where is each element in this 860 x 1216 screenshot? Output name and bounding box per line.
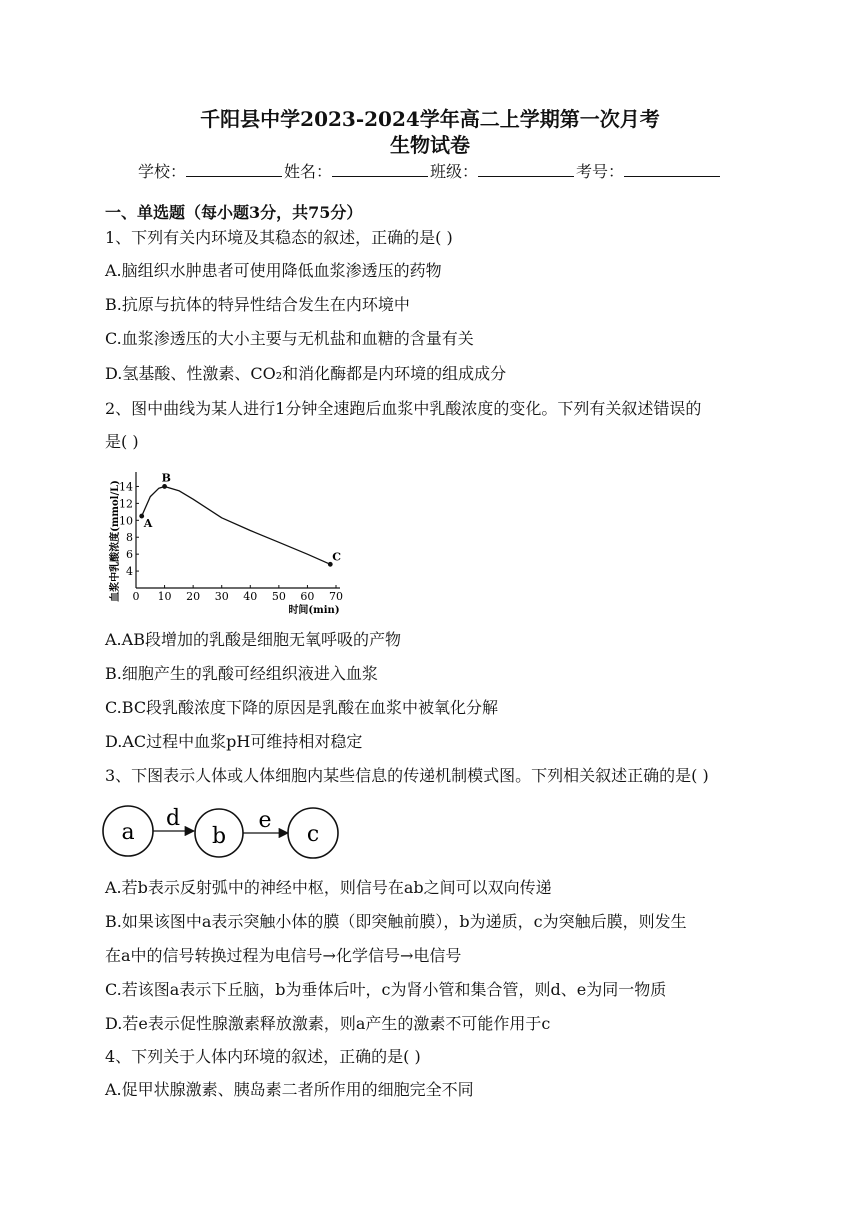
y-tick-label: 6 xyxy=(126,548,133,562)
question-1-option-a: A.脑组织水肿患者可使用降低血浆渗透压的药物 xyxy=(105,261,442,280)
question-3-option-c: C.若该图a表示下丘脑，b为垂体后叶，c为肾小管和集合管，则d、e为同一物质 xyxy=(105,980,667,999)
section-heading: 一、单选题（每小题3分，共75分） xyxy=(105,203,363,222)
question-1-stem: 1、下列有关内环境及其稳态的叙述，正确的是( ) xyxy=(105,228,453,247)
node-b-label: b xyxy=(211,824,227,849)
question-2-option-d: D.AC过程中血浆pH可维持相对稳定 xyxy=(105,732,363,751)
edge-d-label: d xyxy=(165,806,181,831)
edge-e-label: e xyxy=(258,808,272,833)
question-2-option-a: A.AB段增加的乳酸是细胞无氧呼吸的产物 xyxy=(105,630,401,649)
lactate-chart xyxy=(100,468,360,620)
question-3-option-d: D.若e表示促性腺激素释放激素，则a产生的激素不可能作用于c xyxy=(105,1014,551,1033)
school-label: 学校： xyxy=(138,162,187,181)
question-3-option-a: A.若b表示反射弧中的神经中枢，则信号在ab之间可以双向传递 xyxy=(105,878,552,897)
point-label-a: A xyxy=(143,517,153,531)
exam-subtitle: 生物试卷 xyxy=(390,133,470,157)
question-2-option-b: B.细胞产生的乳酸可经组织液进入血浆 xyxy=(105,664,378,683)
x-tick-label: 60 xyxy=(300,590,315,603)
x-axis-label: 时间(min) xyxy=(288,605,340,616)
x-tick-label: 0 xyxy=(132,590,140,603)
signal-transfer-diagram xyxy=(100,798,350,866)
question-4-stem: 4、下列关于人体内环境的叙述，正确的是( ) xyxy=(105,1047,421,1066)
point-label-c: C xyxy=(332,550,342,564)
x-tick-label: 10 xyxy=(157,590,172,603)
x-tick-label: 50 xyxy=(271,590,286,603)
question-1-option-b: B.抗原与抗体的特异性结合发生在内环境中 xyxy=(105,295,410,314)
question-3-stem: 3、下图表示人体或人体细胞内某些信息的传递机制模式图。下列相关叙述正确的是( ) xyxy=(105,766,709,785)
node-c-label: c xyxy=(306,822,320,847)
student-info-row xyxy=(138,161,722,183)
lactate-curve xyxy=(142,487,331,565)
x-tick-label: 70 xyxy=(329,590,343,603)
question-1-option-d: D.氢基酸、性激素、CO₂和消化酶都是内环境的组成成分 xyxy=(105,364,507,383)
question-2-stem-line2: 是( ) xyxy=(105,432,139,451)
point-label-b: B xyxy=(161,471,171,485)
y-tick-label: 10 xyxy=(119,514,133,528)
exam-number-blank[interactable] xyxy=(624,162,720,177)
question-3-option-b: B.如果该图中a表示突触小体的膜（即突触前膜），b为递质，c为突触后膜，则发生 xyxy=(105,912,687,931)
point-b xyxy=(162,484,167,489)
question-3-option-b-cont: 在a中的信号转换过程为电信号→化学信号→电信号 xyxy=(105,946,462,965)
exam-title: 千阳县中学2023-2024学年高二上学期第一次月考 xyxy=(200,107,660,131)
question-4-option-a: A.促甲状腺激素、胰岛素二者所作用的细胞完全不同 xyxy=(105,1080,474,1099)
node-a-label: a xyxy=(121,820,135,845)
x-tick-label: 30 xyxy=(214,590,229,603)
y-tick-label: 14 xyxy=(119,480,133,494)
class-label: 班级： xyxy=(430,162,479,181)
y-tick-label: 4 xyxy=(126,565,133,579)
name-label: 姓名： xyxy=(284,162,333,181)
y-tick-label: 12 xyxy=(119,497,133,511)
name-blank[interactable] xyxy=(332,162,428,177)
exam-number-label: 考号： xyxy=(576,162,625,181)
school-blank[interactable] xyxy=(186,162,282,177)
x-tick-label: 20 xyxy=(186,590,201,603)
y-axis-label: 血浆中乳酸浓度(mmol/L) xyxy=(110,480,121,602)
question-1-option-c: C.血浆渗透压的大小主要与无机盐和血糖的含量有关 xyxy=(105,329,474,348)
question-2-option-c: C.BC段乳酸浓度下降的原因是乳酸在血浆中被氧化分解 xyxy=(105,698,499,717)
class-blank[interactable] xyxy=(478,162,574,177)
question-2-stem-line1: 2、图中曲线为某人进行1分钟全速跑后血浆中乳酸浓度的变化。下列有关叙述错误的 xyxy=(105,399,702,418)
x-tick-label: 40 xyxy=(243,590,258,603)
y-tick-label: 8 xyxy=(126,531,133,545)
